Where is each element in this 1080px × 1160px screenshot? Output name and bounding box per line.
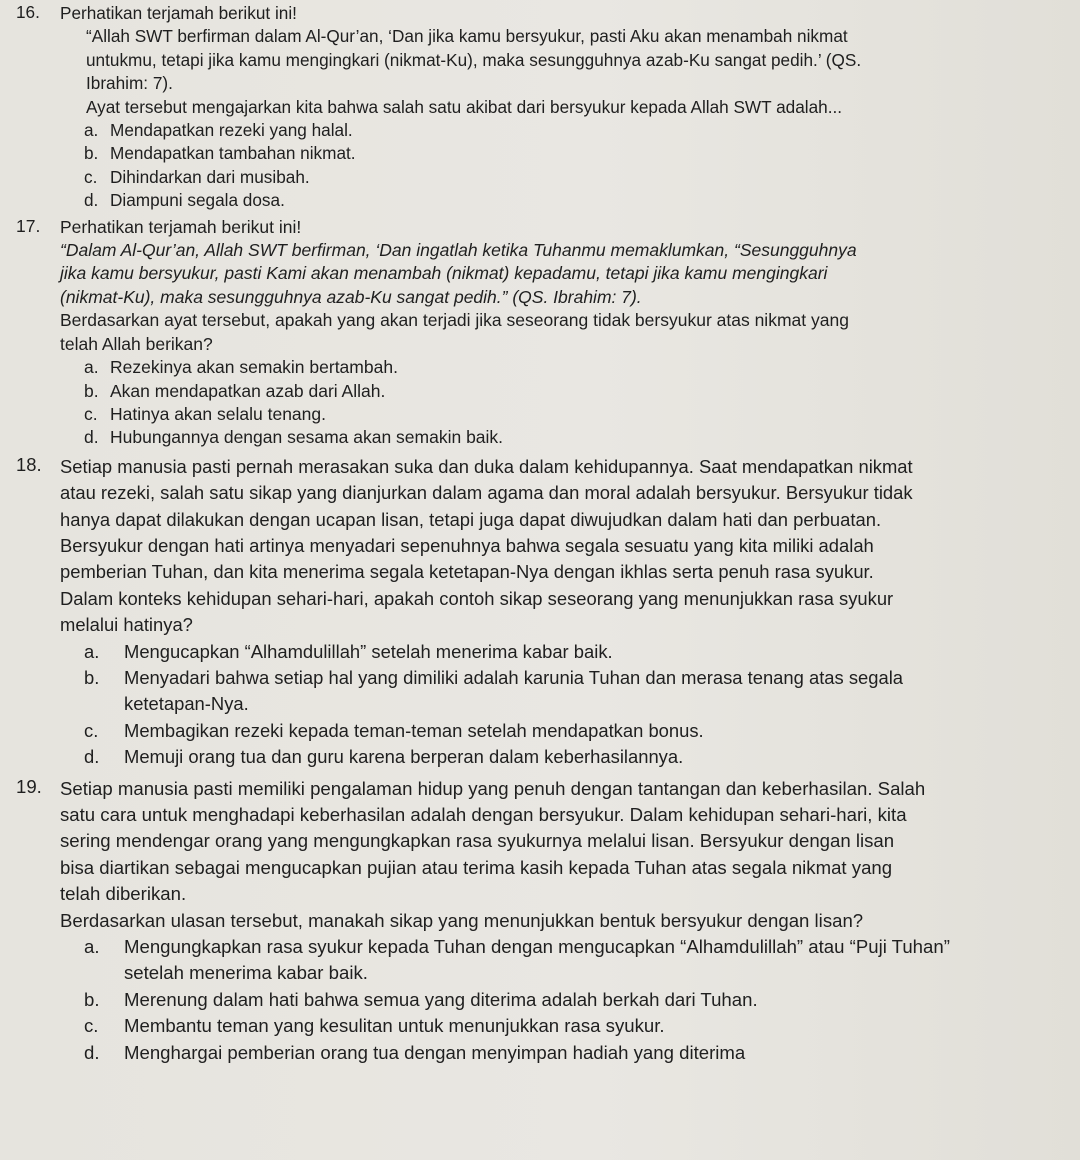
quote-line: “Dalam Al-Qur’an, Allah SWT berfirman, ‘Dan ingatlah ketika Tuhanmu memaklumkan, “Sesungguhnya [60, 240, 857, 261]
option-b[interactable]: b. Merenung dalam hati bahwa semua yang diterima adalah berkah dari Tuhan. [84, 988, 758, 1010]
quote-block [60, 25, 1060, 119]
question-number: 16. [16, 2, 40, 22]
body-line: sering mendengar orang yang mengungkapkan rasa syukurnya melalui lisan. Bersyukur dengan lisan [60, 830, 895, 852]
option-a[interactable]: a. Rezekinya akan semakin bertambah. [84, 357, 398, 378]
body-line: Dalam konteks kehidupan sehari-hari, apakah contoh sikap seseorang yang menunjukkan rasa syukur [60, 587, 894, 609]
body-line: Setiap manusia pasti memiliki pengalaman hidup yang penuh dengan tantangan dan keberhasilan. Salah [60, 777, 926, 799]
question-body [60, 776, 1060, 934]
options-list [84, 356, 1060, 450]
option-b[interactable]: b. Mendapatkan tambahan nikmat. [84, 143, 356, 164]
question-body [60, 454, 1060, 639]
option-d[interactable]: d. Menghargai pemberian orang tua dengan menyimpan hadiah yang diterima [84, 1041, 746, 1063]
option-b[interactable]: b. Akan mendapatkan azab dari Allah. [84, 380, 386, 401]
quote-line: “Allah SWT berfirman dalam Al-Qur’an, ‘Dan jika kamu bersyukur, pasti Aku akan menambah nikmat [86, 26, 848, 47]
body-line: Bersyukur dengan hati artinya menyadari sepenuhnya bahwa segala sesuatu yang kita miliki adalah [60, 534, 874, 556]
question-text: Ayat tersebut mengajarkan kita bahwa salah satu akibat dari bersyukur kepada Allah SWT adalah... [86, 96, 843, 117]
question-17 [16, 215, 1060, 450]
option-b[interactable]: b. Menyadari bahwa setiap hal yang dimiliki adalah karunia Tuhan dan merasa tenang atas segala ketetapan-Nya. [84, 666, 904, 715]
option-d[interactable]: d. Diampuni segala dosa. [84, 190, 285, 211]
quote-line: jika kamu bersyukur, pasti Kami akan menambah (nikmat) kepadamu, tetapi jika kamu mengingkari [60, 263, 828, 284]
question-text: telah Allah berikan? [60, 333, 213, 354]
options-list [84, 639, 1060, 771]
body-line: satu cara untuk menghadapi keberhasilan adalah dengan bersyukur. Dalam kehidupan sehari-hari, kita [60, 804, 907, 825]
quote-block [60, 239, 1060, 309]
option-a[interactable]: a. Mengungkapkan rasa syukur kepada Tuhan dengan mengucapkan “Alhamdulillah” atau “Puji Tuhan” setelah menerima kabar baik. [84, 936, 950, 984]
option-c[interactable]: c. Membagikan rezeki kepada teman-teman setelah mendapatkan bonus. [84, 719, 704, 741]
question-number: 19. [16, 775, 42, 797]
question-18 [16, 453, 1060, 771]
body-line: Setiap manusia pasti pernah merasakan suka dan duka dalam kehidupannya. Saat mendapatkan nikmat [60, 455, 913, 477]
body-line: telah diberikan. [60, 883, 187, 905]
options-list [84, 934, 1060, 1066]
question-intro: Perhatikan terjamah berikut ini! [60, 216, 302, 237]
question-number: 17. [16, 215, 41, 236]
body-line: bisa diartikan sebagai mengucapkan pujian atau terima kasih kepada Tuhan atas segala nikmat yang [60, 856, 893, 878]
option-d[interactable]: d. Hubungannya dengan sesama akan semakin baik. [84, 427, 504, 448]
option-a[interactable]: a. Mengucapkan “Alhamdulillah” setelah menerima kabar baik. [84, 640, 613, 662]
question-number: 18. [16, 453, 42, 475]
body-line: Berdasarkan ulasan tersebut, manakah sikap yang menunjukkan bentuk bersyukur dengan lisan? [60, 909, 864, 931]
option-d[interactable]: d. Memuji orang tua dan guru karena berperan dalam keberhasilannya. [84, 746, 684, 768]
option-a[interactable]: a. Mendapatkan rezeki yang halal. [84, 120, 353, 141]
body-line: pemberian Tuhan, dan kita menerima segala ketetapan-Nya dengan ikhlas serta penuh rasa syukur. [60, 561, 874, 583]
question-intro: Perhatikan terjamah berikut ini! [60, 3, 297, 23]
options-list [84, 119, 1060, 213]
body-line: atau rezeki, salah satu sikap yang dianjurkan dalam agama dan moral adalah bersyukur. Bersyukur tidak [60, 482, 913, 504]
question-text: Berdasarkan ayat tersebut, apakah yang akan terjadi jika seseorang tidak bersyukur atas nikmat yang [60, 310, 849, 331]
quote-line: untukmu, tetapi jika kamu mengingkari (nikmat-Ku), maka sesungguhnya azab-Ku sangat pedih.’ (QS. [86, 49, 862, 70]
body-line: melalui hatinya? [60, 614, 193, 636]
quote-line: Ibrahim: 7). [86, 73, 173, 94]
body-line: hanya dapat dilakukan dengan ucapan lisan, tetapi juga dapat diwujudkan dalam hati dan perbuatan. [60, 508, 882, 530]
quote-line: (nikmat-Ku), maka sesungguhnya azab-Ku sangat pedih.” (QS. Ibrahim: 7). [60, 286, 642, 307]
option-c[interactable]: c. Hatinya akan selalu tenang. [84, 403, 326, 424]
question-19 [16, 775, 1060, 1066]
question-16 [16, 2, 1060, 213]
option-c[interactable]: c. Membantu teman yang kesulitan untuk menunjukkan rasa syukur. [84, 1015, 665, 1037]
option-c[interactable]: c. Dihindarkan dari musibah. [84, 166, 310, 187]
